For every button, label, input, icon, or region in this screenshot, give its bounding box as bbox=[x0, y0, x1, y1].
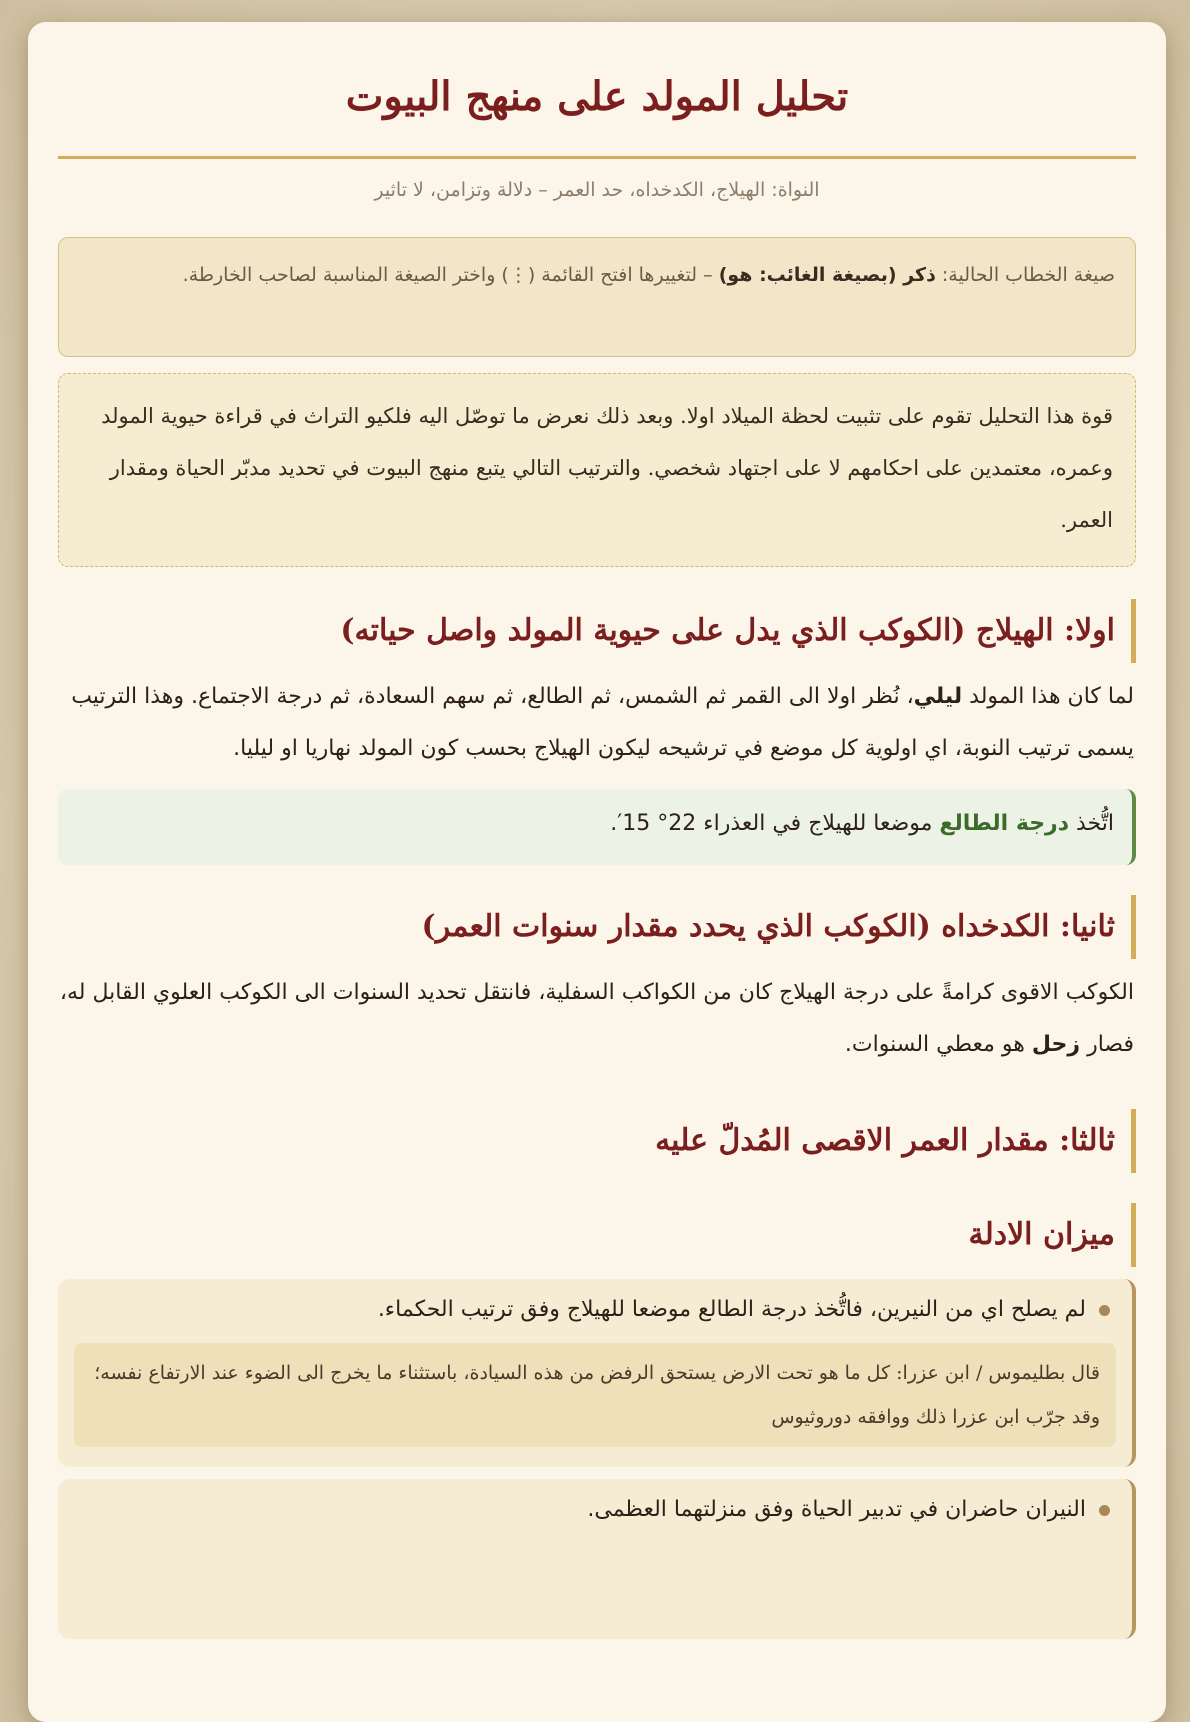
page-subtitle: النواة: الهيلاج، الكدخداه، حد العمر – دلالة وتزامن، لا تاثير bbox=[374, 179, 820, 201]
evidence-point-text: النيران حاضران في تدبير الحياة وفق منزلتهما العظمى. bbox=[587, 1497, 1086, 1522]
callout-bold: درجة الطالع bbox=[939, 811, 1070, 836]
alcocoden-text-after: هو معطي السنوات. bbox=[844, 1032, 1032, 1057]
bullet-dot-icon bbox=[1099, 1505, 1110, 1516]
alcocoden-text-bold: زحل bbox=[1031, 1032, 1081, 1057]
pronoun-note bbox=[58, 237, 1136, 357]
page-title: تحليل المولد على منهج البيوت bbox=[345, 73, 849, 120]
pronoun-note-prefix: صيغة الخطاب الحالية: bbox=[935, 264, 1115, 286]
section-heading-evidence: ميزان الادلة bbox=[58, 1203, 1136, 1267]
section-text-hyleg bbox=[58, 671, 1136, 775]
document-card bbox=[28, 22, 1166, 1722]
hyleg-text-before: لما كان هذا المولد bbox=[962, 684, 1134, 709]
section-heading-alcocoden: ثانيا: الكدخداه (الكوكب الذي يحدد مقدار سنوات العمر) bbox=[58, 895, 1136, 959]
hyleg-callout bbox=[58, 789, 1136, 865]
alcocoden-text-before: الكوكب الاقوى كرامةً على درجة الهيلاج كان من الكواكب السفلية، فانتقل تحديد السنوات الى الكوكب العلوي القابل له، فصار bbox=[59, 980, 1134, 1057]
evidence-point-text: لم يصلح اي من النيرين، فاتُّخذ درجة الطالع موضعا للهيلاج وفق ترتيب الحكماء. bbox=[377, 1297, 1086, 1322]
section-text-alcocoden bbox=[58, 967, 1136, 1071]
evidence-quote: قال بطليموس / ابن عزرا: كل ما هو تحت الارض يستحق الرفض من هذه السيادة، باستثناء ما يخرج الى الضوء عند الارتفاع نفسه؛ وقد جرّب ابن عزرا ذلك ووافقه دوروثيوس bbox=[74, 1343, 1116, 1447]
evidence-point bbox=[74, 1293, 1116, 1327]
evidence-card bbox=[58, 1479, 1136, 1639]
section-heading-lifespan: ثالثا: مقدار العمر الاقصى المُدلّ عليه bbox=[58, 1109, 1136, 1173]
hyleg-text-bold: ليلي bbox=[913, 684, 963, 709]
evidence-card bbox=[58, 1279, 1136, 1467]
evidence-point bbox=[74, 1493, 1116, 1527]
callout-after: موضعا للهيلاج في العذراء 22° 15′. bbox=[610, 811, 940, 836]
pronoun-note-value: ذكر (بصيغة الغائب: هو) bbox=[718, 264, 936, 286]
bullet-dot-icon bbox=[1099, 1305, 1110, 1316]
hyleg-text-after: ، نُظر اولا الى القمر ثم الشمس، ثم الطالع، ثم سهم السعادة، ثم درجة الاجتماع. وهذا الترتيب يسمى ترتيب النوبة، اي اولوية كل موضع في ترشيحه ليكون الهيلاج بحسب كون المولد نهاريا او ليليا. bbox=[71, 684, 1134, 761]
title-divider bbox=[58, 156, 1136, 159]
pronoun-note-suffix: – لتغييرها افتح القائمة (⋮) واختر الصيغة المناسبة لصاحب الخارطة. bbox=[182, 264, 719, 286]
section-heading-hyleg: اولا: الهيلاج (الكوكب الذي يدل على حيوية المولد واصل حياته) bbox=[58, 599, 1136, 663]
callout-before: اتُّخذ bbox=[1069, 811, 1114, 836]
intro-box: قوة هذا التحليل تقوم على تثبيت لحظة الميلاد اولا. وبعد ذلك نعرض ما توصّل اليه فلكيو التراث في قراءة حيوية المولد وعمره، معتمدين على احكامهم لا على اجتهاد شخصي. والترتيب التالي يتبع منهج البيوت في تحديد مدبّر الحياة ومقدار العمر. bbox=[58, 373, 1136, 567]
